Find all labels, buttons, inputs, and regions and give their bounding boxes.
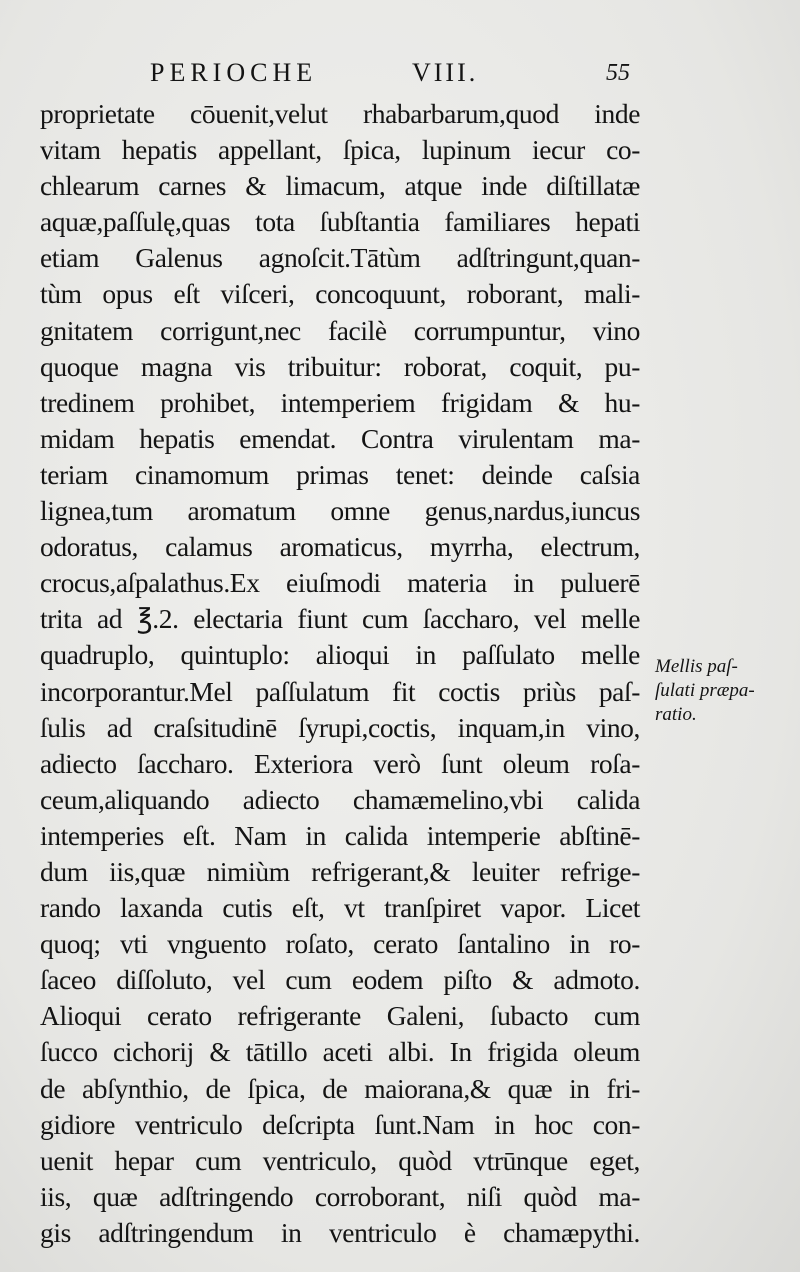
text-line: gidiore ventriculo deſcripta ſunt.Nam in hoc con- — [40, 1108, 640, 1140]
text-line: aquæ,paſſulę,quas tota ſubſtantia familiares hepati — [40, 206, 640, 238]
text-line: tredinem prohibet, intemperiem frigidam & hu- — [40, 386, 640, 418]
text-line: odoratus, calamus aromaticus, myrrha, electrum, — [40, 531, 640, 563]
margin-note-line: ſulati præpa- — [655, 680, 755, 701]
text-line: lignea,tum aromatum omne genus,nardus,iuncus — [40, 495, 640, 527]
section-number: VIII. — [412, 58, 479, 87]
text-line: Alioqui cerato refrigerante Galeni, ſubacto cum — [40, 1000, 640, 1032]
page-header — [150, 58, 630, 98]
text-line: iis, quæ adſtringendo corroborant, niſi quòd ma- — [40, 1180, 640, 1212]
text-line: teriam cinamomum primas tenet: deinde caſsia — [40, 458, 640, 490]
text-line: dum iis,quæ nimiùm refrigerant,& leuiter refrige- — [40, 855, 640, 887]
running-head: PERIOCHE — [150, 58, 318, 87]
margin-note-line: Mellis paſ- — [655, 656, 738, 677]
text-line: midam hepatis emendat. Contra virulentam ma- — [40, 422, 640, 454]
text-line: de abſynthio, de ſpica, de maiorana,& quæ in fri- — [40, 1072, 640, 1104]
text-line: quoque magna vis tribuitur: roborat, coquit, pu- — [40, 350, 640, 382]
text-line: ceum,aliquando adiecto chamæmelino,vbi calida — [40, 783, 640, 815]
text-line: gis adſtringendum in ventriculo è chamæpythi. — [40, 1216, 640, 1248]
text-line: trita ad ℥.2. electaria fiunt cum ſaccharo, vel melle — [40, 603, 640, 635]
text-line: crocus,aſpalathus.Ex eiuſmodi materia in puluerē — [40, 567, 640, 599]
text-line: adiecto ſaccharo. Exteriora verò ſunt oleum roſa- — [40, 747, 640, 779]
text-line: quadruplo, quintuplo: alioqui in paſſulato melle — [40, 639, 640, 671]
text-line: rando laxanda cutis eſt, vt tranſpiret vapor. Licet — [40, 892, 640, 924]
text-line: proprietate cōuenit,velut rhabarbarum,quod inde — [40, 98, 640, 129]
margin-note-line: ratio. — [655, 704, 697, 725]
text-line: uenit hepar cum ventriculo, quòd vtrūnque eget, — [40, 1144, 640, 1176]
text-line: vitam hepatis appellant, ſpica, lupinum iecur co- — [40, 134, 640, 166]
text-line: ſulis ad craſsitudinē ſyrupi,coctis, inquam,in vino, — [40, 711, 640, 743]
text-line: incorporantur.Mel paſſulatum fit coctis priùs paſ- — [40, 675, 640, 707]
text-line: chlearum carnes & limacum, atque inde diſtillatæ — [40, 170, 640, 202]
body-text — [40, 96, 640, 1251]
page-number: 55 — [606, 60, 630, 86]
text-line: etiam Galenus agnoſcit.Tātùm adſtringunt,quan- — [40, 242, 640, 274]
margin-note — [655, 655, 785, 727]
text-line: tùm opus eſt viſceri, concoquunt, roborant, mali- — [40, 278, 640, 310]
text-line: quoq; vti vnguento roſato, cerato ſantalino in ro- — [40, 928, 640, 960]
text-line: intemperies eſt. Nam in calida intemperie abſtinē- — [40, 819, 640, 851]
text-line: gnitatem corrigunt,nec facilè corrumpuntur, vino — [40, 314, 640, 346]
text-line: ſaceo diſſoluto, vel cum eodem piſto & admoto. — [40, 964, 640, 996]
text-line: ſucco cichorij & tātillo aceti albi. In frigida oleum — [40, 1036, 640, 1068]
